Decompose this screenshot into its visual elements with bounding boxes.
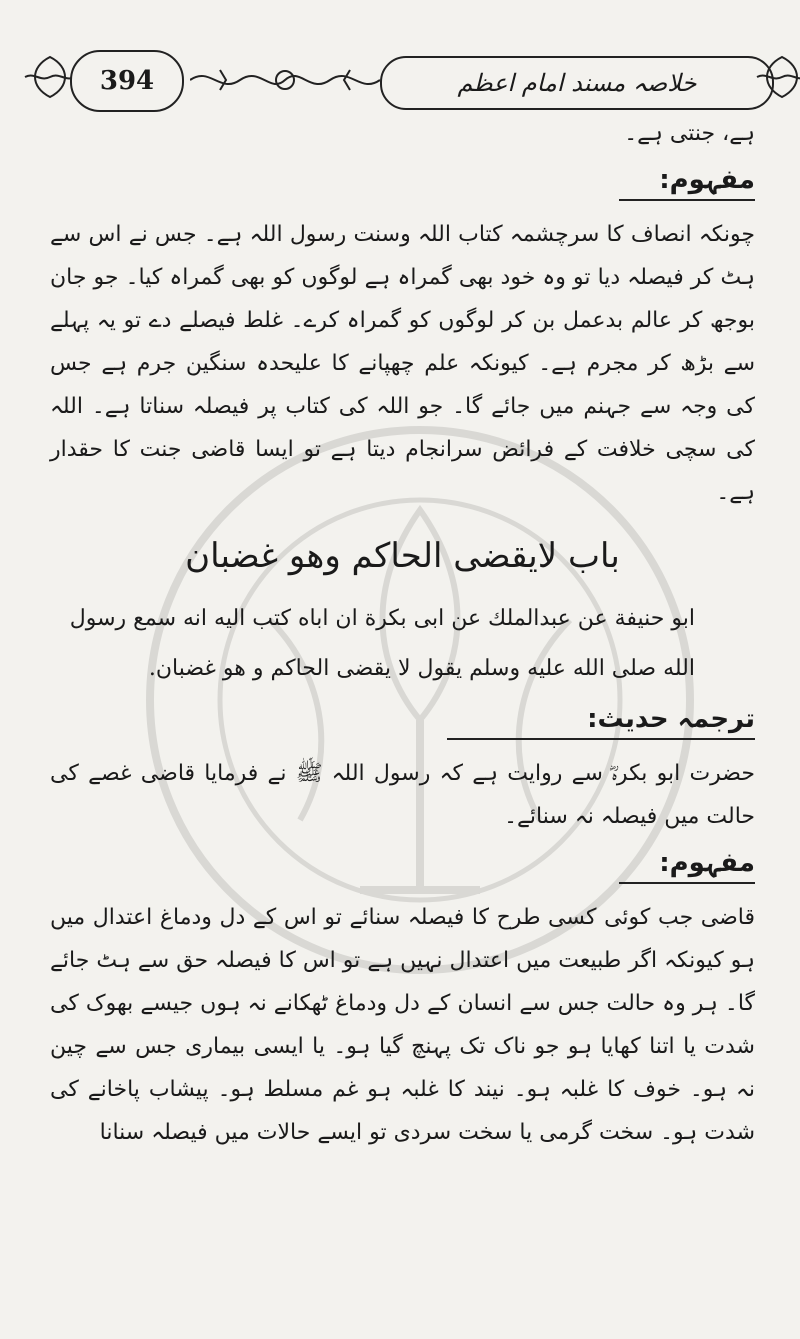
heading-tarjuma: ترجمہ حدیث: (447, 704, 755, 740)
hadith-translation: حضرت ابو بکرہؓ سے روایت ہے کہ رسول اللہ ﷺ نے فرمایا قاضی غصے کی حالت میں فیصلہ نہ سنائے۔ (50, 761, 755, 829)
header-ornament (190, 62, 380, 98)
opening-line: ہے، جنتی ہے۔ (624, 121, 755, 146)
page-content (50, 112, 755, 1154)
chapter-title: باب لایقضی الحاکم وھو غضبان (185, 536, 620, 576)
corner-ornament-right (752, 52, 800, 102)
paragraph-1: چونکہ انصاف کا سرچشمہ کتاب اللہ وسنت رسول اللہ ہے۔ جس نے اس سے ہٹ کر فیصلہ دیا تو وہ خود بھی گمراہ ہے لوگوں کو بھی گمراہ کیا۔ جو جان بوجھ کر عالم بدعمل بن کر لوگوں کو گمراہ کرے۔ غلط فیصلے دے تو یہ پہلے سے بڑھ کر مجرم ہے۔ کیونکہ علم چھپانے کا علیحدہ سنگین جرم ہے جس کی وجہ سے جہنم میں جائے گا۔ جو اللہ کی کتاب پر فیصلہ سناتا ہے۔ اللہ کی سچی خلافت کے فرائض سرانجام دیتا ہے تو ایسا قاضی جنت کا حقدار ہے۔ (50, 222, 755, 505)
page-header (40, 22, 760, 102)
heading-mafhoom-2: مفہوم: (619, 848, 755, 884)
heading-mafhoom-1: مفہوم: (619, 165, 755, 201)
arabic-hadith: ابو حنیفة عن عبدالملك عن ابی بكرة ان اباه كتب اليه انه سمع رسول الله صلى الله عليه وسلم يقول لا يقضى الحاكم و هو غضبان. (69, 606, 695, 681)
page-number: 394 (70, 50, 184, 112)
paragraph-2: قاضی جب کوئی کسی طرح کا فیصلہ سنائے تو اس کے دل ودماغ اعتدال میں ہو کیونکہ اگر طبیعت میں اعتدال نہیں ہے تو اس کا فیصلہ حق سے ہٹ جائے گا۔ ہر وہ حالت جس سے انسان کے دل ودماغ ٹھکانے نہ ہوں جیسے بھوک کی شدت یا اتنا کھایا ہو جو ناک تک پہنچ گیا ہو۔ یا ایسی بیماری جس سے چین نہ ہو۔ خوف کا غلبہ ہو۔ نیند کا غلبہ ہو غم مسلط ہو۔ پیشاب پاخانے کی شدت ہو۔ سخت گرمی یا سخت سردی تو ایسے حالات میں فیصلہ سنانا (50, 905, 755, 1145)
book-title: خلاصہ مسند امام اعظم (380, 56, 774, 110)
